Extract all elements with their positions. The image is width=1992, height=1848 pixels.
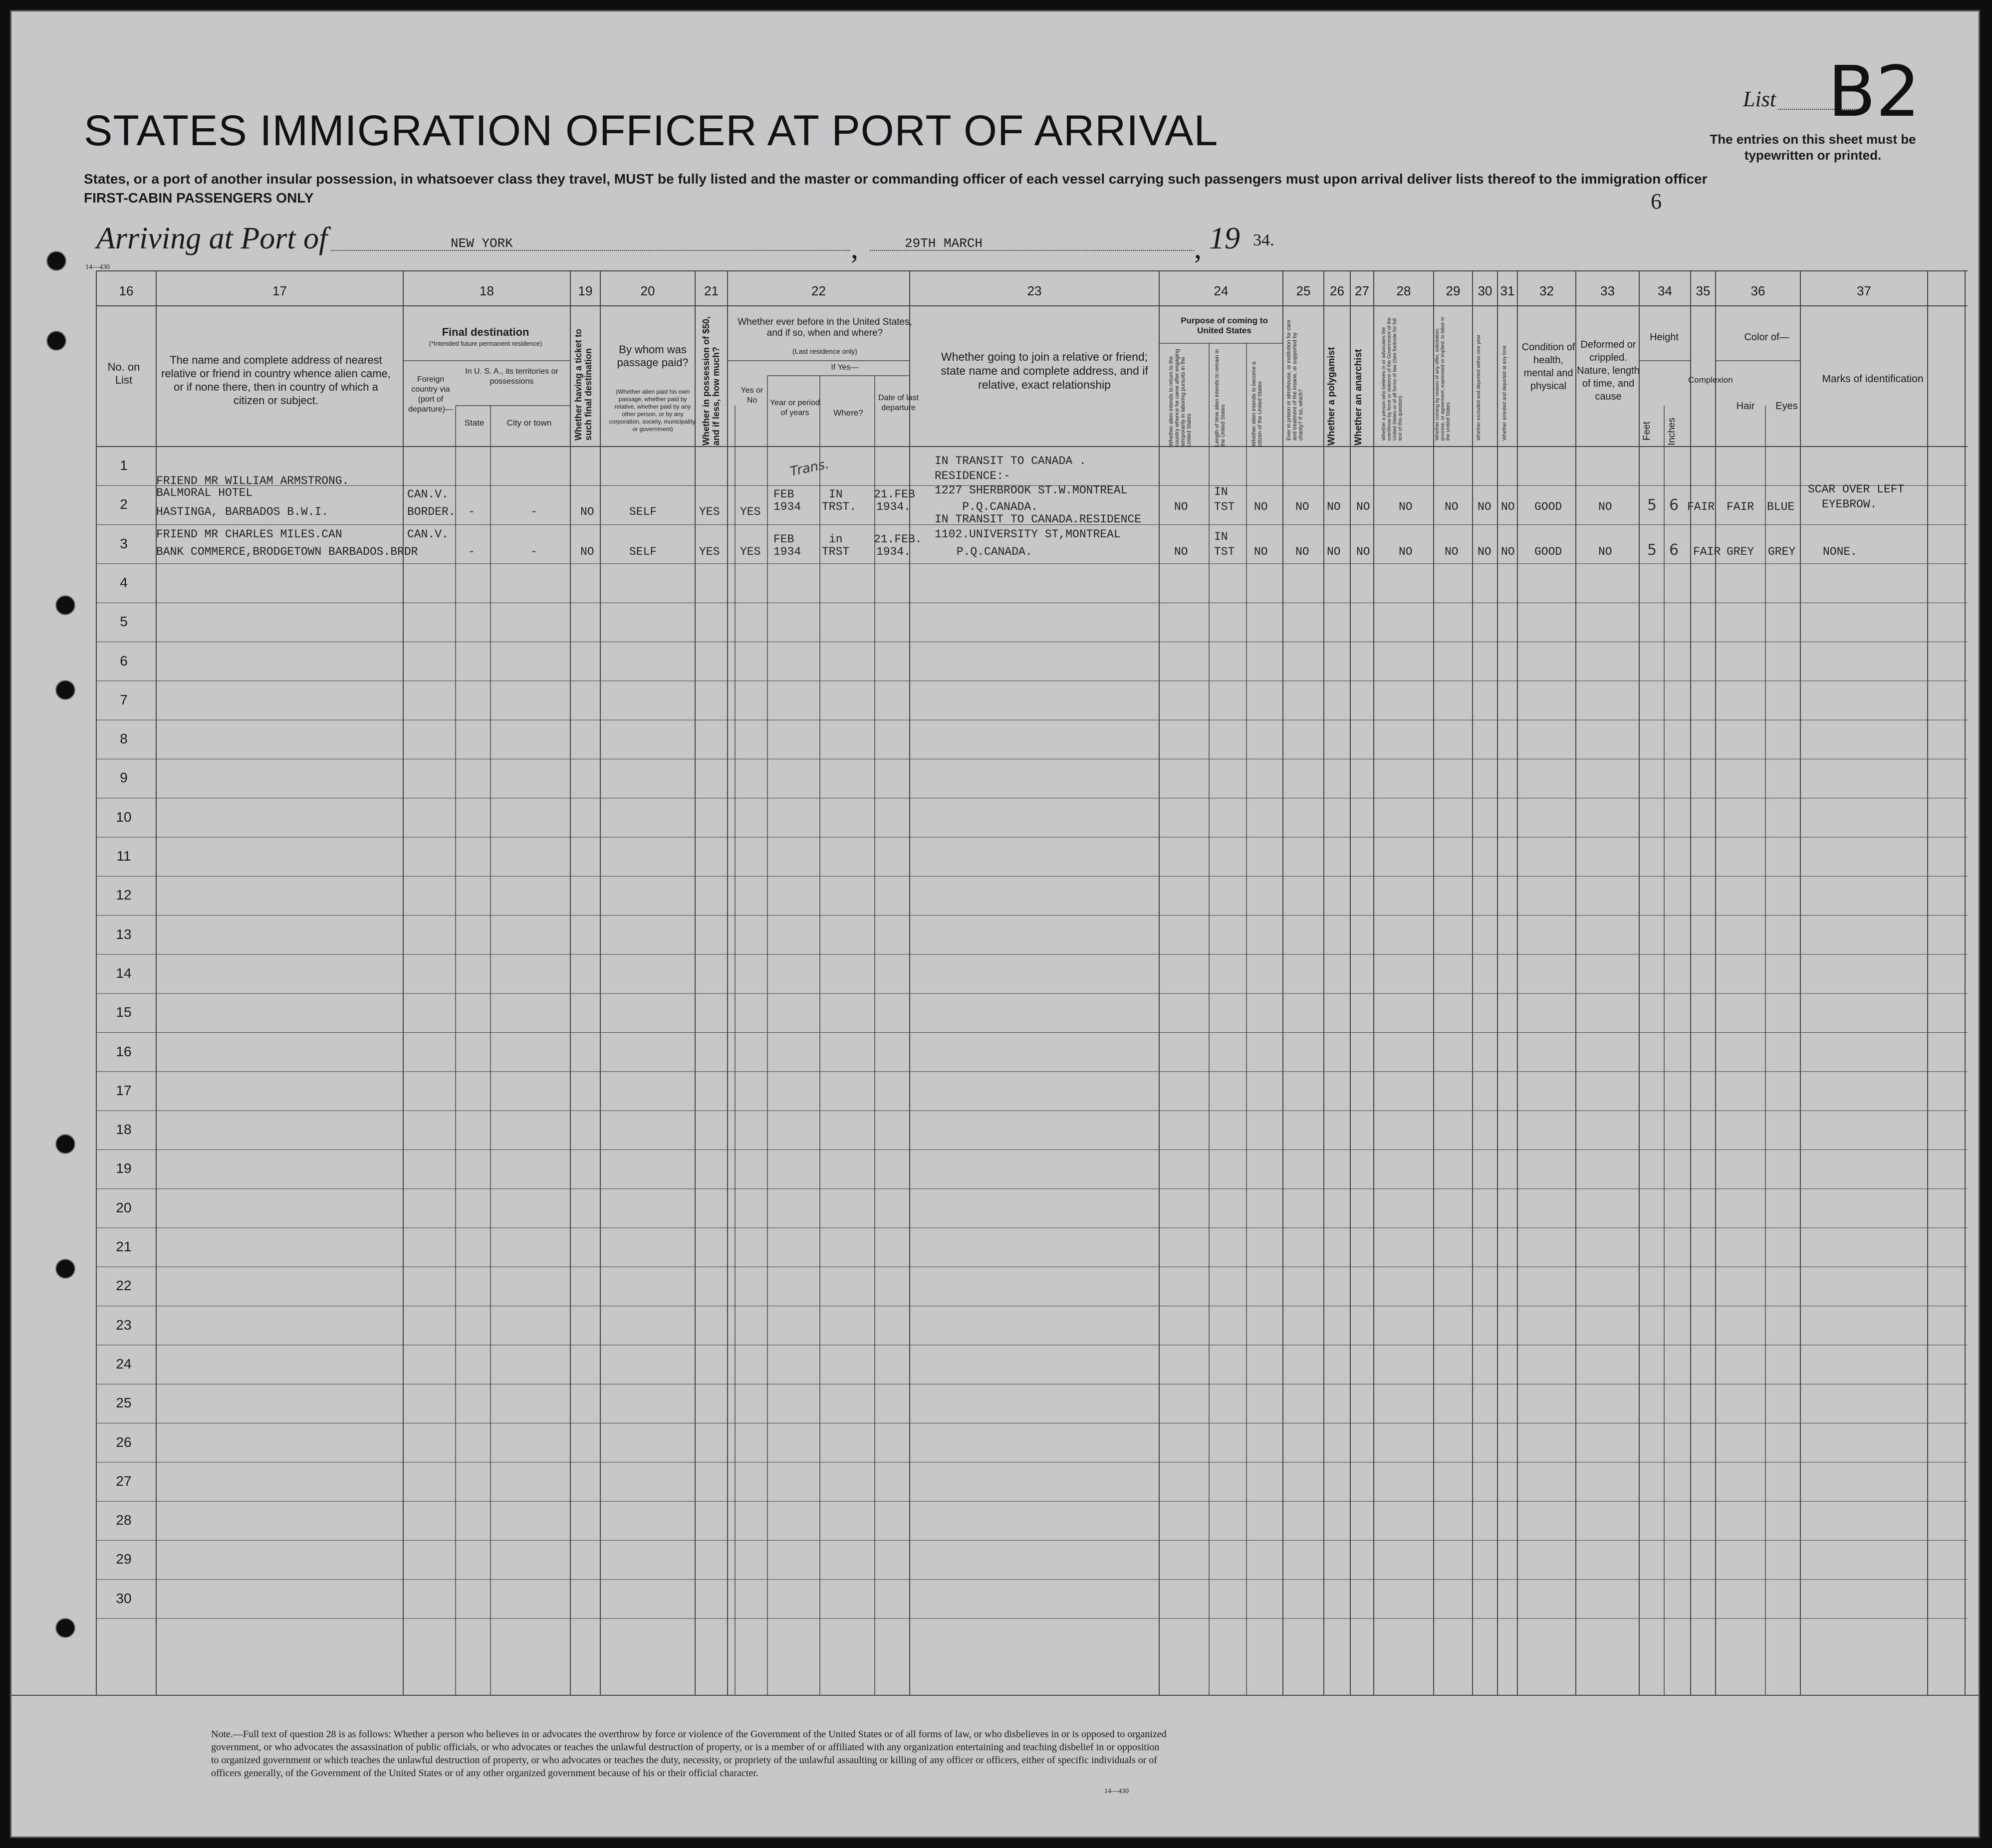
list-label: List: [1743, 87, 1776, 111]
header-city: City or town: [506, 418, 552, 428]
cabin-class-label: FIRST-CABIN PASSENGERS ONLY: [84, 190, 314, 206]
complexion-value: FAIR: [1687, 500, 1715, 513]
binder-hole: [55, 680, 75, 700]
header-overthrow: Whether a person who believes in or advocates the overthrow by force or violence of the Government of the United States or of all forms of law (See footnote for full text of this question): [1381, 317, 1403, 441]
purpose-length-value: TST: [1214, 545, 1235, 558]
header-fifty-dollars: Whether in possession of $50, and if less, how much?: [701, 316, 721, 446]
column-number: 30: [1478, 283, 1493, 298]
relative-line: FRIEND MR WILLIAM ARMSTRONG.: [156, 474, 349, 487]
city-value: -: [530, 545, 537, 558]
prison-value: NO: [1295, 500, 1309, 513]
passage-value: SELF: [629, 505, 657, 518]
header-year-period: Year or period of years: [770, 399, 820, 417]
purpose-return-value: NO: [1174, 545, 1188, 558]
deported-value: NO: [1501, 545, 1515, 558]
form-number: 14—430: [85, 263, 110, 271]
header-prison: Ever in prison or almshouse, or institution for care and treatment of the insane, or supported by charity? If so, which?: [1286, 319, 1304, 441]
departure-value: 1934.: [876, 545, 911, 558]
purpose-length-value: TST: [1214, 500, 1235, 513]
row-number: 10: [116, 809, 132, 825]
footnote-form-number: 14—430: [1104, 1788, 1129, 1795]
where-value: IN: [829, 488, 843, 501]
polygamist-value: NO: [1327, 500, 1341, 513]
polygamist-value: NO: [1327, 545, 1341, 558]
inches-value: 6: [1669, 541, 1679, 559]
header-final-destination: Final destination: [442, 326, 529, 338]
column-number: 22: [811, 283, 826, 298]
deported-value: NO: [1501, 500, 1515, 513]
header-final-destination-note: (*Intended future permanent residence): [429, 340, 542, 347]
comma: ,: [1194, 231, 1202, 264]
binder-hole: [46, 251, 66, 271]
row-number: 29: [116, 1551, 132, 1567]
column-number: 34: [1658, 283, 1672, 298]
health-value: GOOD: [1534, 500, 1562, 513]
fifty-value: YES: [699, 545, 720, 558]
row-number: 1: [120, 458, 128, 473]
before-value: YES: [740, 505, 761, 518]
arrival-port: NEW YORK: [451, 236, 513, 251]
join-line: 1227 SHERBROOK ST.W.MONTREAL: [935, 484, 1128, 497]
arrival-year-prefix: 19: [1209, 222, 1240, 255]
where-value: in: [829, 533, 843, 546]
row-number: 23: [116, 1317, 132, 1333]
row-number: 7: [120, 692, 128, 707]
column-number: 23: [1027, 283, 1042, 298]
row-number: 21: [116, 1239, 132, 1254]
anarchist-value: NO: [1356, 545, 1370, 558]
year-value: FEB: [773, 488, 794, 501]
row-number: 15: [116, 1004, 132, 1020]
row-number: 22: [116, 1278, 132, 1294]
header-ticket: Whether having a ticket to such final destination: [573, 328, 593, 441]
row-number: 6: [120, 653, 128, 669]
header-deported: Whether arrested and deported at any time: [1502, 345, 1507, 441]
where-value: TRST.: [822, 500, 857, 513]
header-foreign-country: Foreign country via (port of departure)—: [408, 375, 453, 414]
arrival-label: Arriving at Port of: [96, 222, 328, 255]
eyes-value: BLUE: [1767, 500, 1795, 513]
column-number: 36: [1750, 283, 1765, 298]
row-number: 24: [116, 1356, 132, 1372]
foreign-country-value: CAN.V.: [407, 488, 449, 501]
manifest-sheet: [10, 10, 1980, 1838]
column-number: 20: [640, 283, 655, 298]
row-number: 8: [120, 731, 128, 747]
row-number: 11: [116, 848, 131, 864]
row-number: 16: [116, 1043, 132, 1059]
header-hair: Hair: [1736, 401, 1755, 412]
header-state: State: [464, 418, 485, 428]
feet-value: 5: [1647, 496, 1657, 514]
list-value: B2: [1828, 51, 1921, 133]
row-number: 20: [116, 1199, 132, 1215]
handwritten-trans: Trans.: [788, 457, 831, 479]
row-number: 2: [120, 496, 128, 512]
marks-value: EYEBROW.: [1822, 498, 1877, 511]
ticket-value: NO: [580, 545, 594, 558]
binder-hole: [55, 1618, 75, 1638]
page-title: STATES IMMIGRATION OFFICER AT PORT OF ARRIVAL: [84, 107, 1219, 155]
header-anarchist: Whether an anarchist: [1353, 349, 1364, 446]
purpose-length-value: IN: [1214, 485, 1228, 498]
header-purpose: Purpose of coming to United States: [1181, 316, 1268, 335]
join-line: IN TRANSIT TO CANADA .: [935, 455, 1086, 467]
arrival-year-suffix: 34.: [1253, 231, 1274, 249]
port-line: [331, 250, 850, 251]
column-number: 26: [1330, 283, 1344, 298]
header-before-note: (Last residence only): [792, 347, 857, 355]
arrival-date: 29TH MARCH: [905, 236, 983, 251]
row-number: 14: [116, 965, 132, 981]
sheet-number: 6: [1651, 189, 1662, 214]
header-height: Height: [1650, 332, 1679, 343]
passage-value: SELF: [629, 545, 657, 558]
departure-value: 21.FEB.: [874, 533, 922, 546]
header-deformed: Deformed or crippled. Nature, length of time, and cause: [1577, 339, 1640, 402]
row-number: 28: [116, 1512, 132, 1528]
header-polygamist: Whether a polygamist: [1326, 347, 1337, 446]
relative-line: HASTINGA, BARBADOS B.W.I.: [156, 505, 329, 518]
row-number: 13: [116, 926, 132, 942]
comma: ,: [851, 231, 858, 264]
purpose-citizen-value: NO: [1254, 500, 1268, 513]
foreign-country-value: CAN.V.: [407, 528, 449, 541]
state-value: -: [468, 505, 475, 518]
header-no-on-list: No. on List: [107, 361, 140, 386]
join-line: P.Q.CANADA.: [935, 500, 1038, 513]
footnote: Note.—Full text of question 28 is as follows: Whether a person who believes in or advocates the overthrow by force or violence of the Government of the United States or of all forms of law, or who disbelieves in or is opposed to organized government, or who advocates the assassination of public officials, or who advocates or teaches the unlawful destruction of property, or is a member of or affiliated with any organization entertaining and teaching disbelief in or opposition to organized government or which teaches the unlawful destruction of property, or who advocates or teaches the duty, necessity, or propriety of the unlawful assaulting or killing of any officer or officers, either of specific individuals or of officers generally, of the Government of the United States or of any other organized government because of his or their official character.: [211, 1729, 1167, 1779]
excluded-value: NO: [1478, 500, 1492, 513]
row-number: 4: [120, 574, 128, 590]
overthrow-value: NO: [1399, 500, 1413, 513]
ticket-value: NO: [580, 505, 594, 518]
anarchist-value: NO: [1356, 500, 1370, 513]
typewrite-note: The entries on this sheet must be typewritten or printed.: [1710, 132, 1916, 163]
column-number: 17: [272, 283, 287, 298]
header-purpose-citizen: Whether alien intends to become a citizen of the United States: [1251, 362, 1263, 447]
header-purpose-return: Whether alien intends to return to the country whence he came after engaging temporarily in laboring pursuits in the United States: [1168, 349, 1192, 447]
row-number: 18: [116, 1122, 132, 1138]
column-number: 24: [1214, 283, 1229, 298]
year-value: FEB: [773, 533, 794, 546]
row-number: 5: [120, 614, 128, 630]
column-number: 35: [1696, 283, 1711, 298]
join-line: RESIDENCE:-: [935, 469, 1010, 482]
column-number: 37: [1857, 283, 1871, 298]
header-if-yes: If Yes—: [831, 363, 859, 372]
header-marks: Marks of identification: [1822, 373, 1924, 385]
header-date-departure: Date of last departure: [878, 394, 919, 412]
offer-labor-value: NO: [1445, 500, 1459, 513]
listing-rule-text: States, or a port of another insular possession, in whatsoever class they travel, MUST be fully listed and the master or commanding officer of each vessel carrying such passengers must upon arrival deliver lists thereof to the immigration officer: [84, 171, 1708, 187]
header-purpose-length: Length of time alien intends to remain in the United States: [1214, 349, 1226, 447]
row-number: 25: [116, 1395, 132, 1411]
hair-value: FAIR: [1727, 500, 1754, 513]
column-number: 28: [1396, 283, 1411, 298]
eyes-value: GREY: [1768, 545, 1796, 558]
row-number: 17: [116, 1082, 132, 1098]
health-value: GOOD: [1534, 545, 1562, 558]
header-relative: The name and complete address of nearest relative or friend in country whence alien came, or if none there, then in country of which a citizen or subject.: [161, 354, 391, 407]
before-value: YES: [740, 545, 761, 558]
header-yes-no: Yes or No: [741, 386, 763, 405]
feet-value: 5: [1647, 541, 1657, 559]
complexion-value: FAIR: [1693, 545, 1721, 558]
header-excluded: Whether excluded and deported within one year: [1476, 334, 1482, 441]
header-eyes: Eyes: [1775, 401, 1798, 412]
column-number: 25: [1296, 283, 1311, 298]
departure-value: 1934.: [876, 500, 911, 513]
city-value: -: [530, 505, 537, 518]
deformed-value: NO: [1598, 545, 1612, 558]
header-passage: By whom was passage paid?: [617, 343, 689, 369]
prison-value: NO: [1295, 545, 1309, 558]
foreign-country-value: BORDER.: [407, 505, 456, 518]
row-number: 3: [120, 535, 128, 551]
column-number: 31: [1500, 283, 1515, 298]
excluded-value: NO: [1478, 545, 1492, 558]
header-passage-note: (Whether alien paid his own passage, whether paid by relative, whether paid by any other person, or by any corporation, society, municipality, or government): [609, 388, 697, 433]
fifty-value: YES: [699, 505, 720, 518]
column-number: 16: [119, 283, 134, 298]
inches-value: 6: [1669, 496, 1679, 514]
where-value: TRST: [822, 545, 850, 558]
header-offer-labor: Whether coming by reason of any offer, solicitation, promise, or agreement, expressed or implied, to labor in the United States: [1435, 317, 1451, 441]
year-value: 1934: [773, 500, 801, 513]
header-inches: Inches: [1667, 418, 1677, 446]
column-number: 32: [1539, 283, 1554, 298]
binder-hole: [46, 331, 66, 351]
column-number: 33: [1600, 283, 1615, 298]
column-number: 19: [578, 283, 593, 298]
deformed-value: NO: [1598, 500, 1612, 513]
marks-value: SCAR OVER LEFT: [1808, 483, 1905, 496]
offer-labor-value: NO: [1445, 545, 1459, 558]
row-number: 19: [116, 1160, 132, 1176]
header-in-usa: In U. S. A., its territories or possessions: [465, 367, 558, 386]
purpose-return-value: NO: [1174, 500, 1188, 513]
marks-value: NONE.: [1823, 545, 1858, 558]
join-line: P.Q.CANADA.: [950, 545, 1032, 558]
column-number: 18: [480, 283, 494, 298]
departure-value: 21.FEB: [874, 488, 915, 501]
relative-line: BANK COMMERCE,BRODGETOWN BARBADOS.BRDR: [156, 545, 418, 558]
purpose-citizen-value: NO: [1254, 545, 1268, 558]
join-line: IN TRANSIT TO CANADA.RESIDENCE: [935, 513, 1142, 526]
join-line: 1102.UNIVERSITY ST,MONTREAL: [935, 528, 1121, 541]
header-before-in-us: Whether ever before in the United States, and if so, when and where?: [738, 317, 912, 338]
binder-hole: [55, 1259, 75, 1279]
row-number: 27: [116, 1473, 132, 1489]
relative-line: FRIEND MR CHARLES MILES.CAN: [156, 528, 342, 541]
header-where: Where?: [833, 408, 863, 418]
relative-line: BALMORAL HOTEL: [156, 486, 253, 499]
header-feet: Feet: [1642, 421, 1652, 441]
header-health: Condition of health, mental and physical: [1521, 342, 1575, 392]
header-color-of: Color of—: [1744, 332, 1789, 343]
purpose-length-value: IN: [1214, 530, 1228, 543]
header-join-relative: Whether going to join a relative or friend; state name and complete address, and if relative, exact relationship: [941, 350, 1148, 391]
column-number: 27: [1355, 283, 1369, 298]
row-number: 30: [116, 1590, 132, 1606]
overthrow-value: NO: [1399, 545, 1413, 558]
row-number: 9: [120, 770, 128, 786]
row-number: 12: [116, 887, 132, 903]
row-number: 26: [116, 1434, 132, 1450]
year-value: 1934: [773, 545, 801, 558]
header-complexion: Complexion: [1688, 375, 1733, 385]
column-number: 29: [1446, 283, 1461, 298]
hair-value: GREY: [1727, 545, 1754, 558]
binder-hole: [55, 595, 75, 615]
binder-hole: [55, 1134, 75, 1154]
column-number: 21: [704, 283, 719, 298]
state-value: -: [468, 545, 475, 558]
